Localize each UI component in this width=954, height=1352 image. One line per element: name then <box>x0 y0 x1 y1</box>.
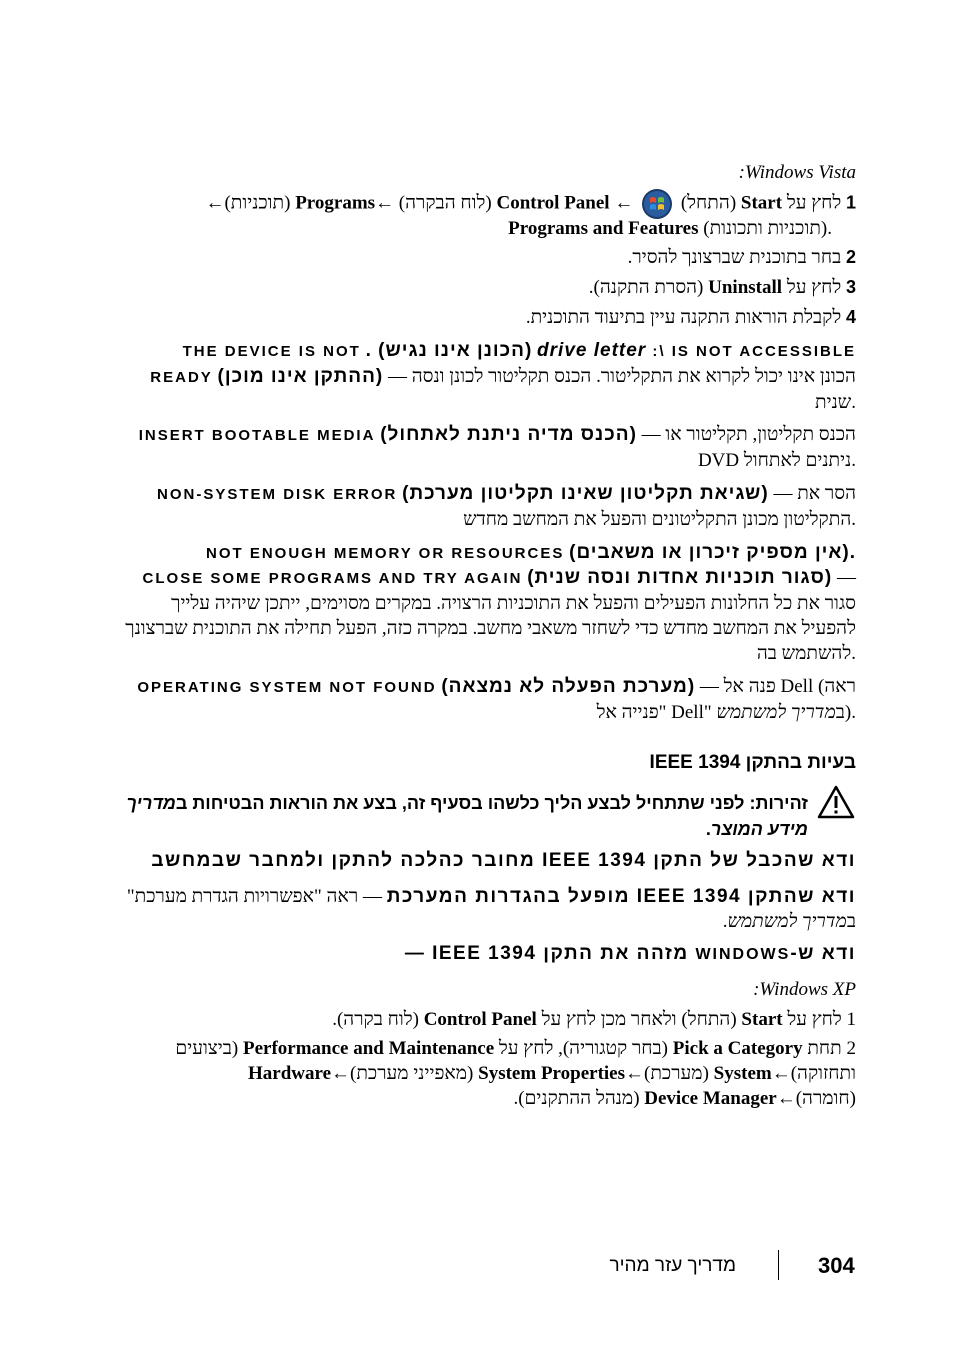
step-text: (בחר קטגוריה), לחץ על <box>494 1038 673 1059</box>
error-description: — הסר את התקליטון מכונן התקליטונים והפעל את המחשב מחדש. <box>463 483 856 530</box>
step-text: (מערכת) <box>644 1063 714 1084</box>
xp-step-1 <box>116 1007 856 1032</box>
xp-heading-text: :Windows XP <box>753 979 856 1000</box>
arrow-icon: ← <box>205 192 225 214</box>
step-text: (הסרת התקנה). <box>588 277 709 298</box>
warning-triangle-icon <box>816 784 856 820</box>
start-term: Start <box>740 192 783 214</box>
step-text: (התחל) ולאחר מכן לחץ על <box>536 1009 742 1030</box>
pick-category-term: Pick a Category <box>672 1038 803 1059</box>
step-number: 4 <box>845 307 856 327</box>
performance-term: Performance and Maintenance <box>243 1038 495 1059</box>
arrow-icon: ← <box>776 1088 796 1109</box>
error-device-not-ready-body <box>116 364 856 415</box>
step-number: 2 <box>846 1038 856 1059</box>
check-text: ודא שהכבל של התקן IEEE 1394 מחובר כהלכה להתקן ולמחבר שבמחשב <box>151 850 856 871</box>
step-text: (לוח בקרה). <box>332 1009 424 1030</box>
control-panel-term: Control Panel <box>496 192 615 214</box>
step-text: (חומרה) <box>795 1088 856 1109</box>
step-text: בחר בתוכנית שברצונך להסיר. <box>627 247 842 268</box>
arrow-icon: ← <box>771 1063 791 1084</box>
step-text: לחץ על <box>782 277 842 298</box>
step-text: לחץ על <box>782 1009 847 1030</box>
error-insert-bootable-media <box>116 422 856 473</box>
vista-step-1-cont <box>92 216 856 241</box>
error-description: — סגור את כל החלונות הפעילים והפעל את התוכניות הרצויה. במקרים מסוימים, ייתכן שיהיה עלייך להפעיל את המחשב מחדש כדי לשחזר משאבי מחשב. במקרה כזה, הפעל תחילה את התוכנית שברצונך להשתמש בה. <box>125 567 856 664</box>
step-text: (תוכניות ותכונות). <box>698 218 832 239</box>
vista-step-2 <box>116 245 856 270</box>
caution-label: זהירות: <box>749 793 808 813</box>
check-text: מזהה את התקן IEEE 1394 — <box>404 943 696 964</box>
system-term: System <box>713 1063 772 1084</box>
error-device-not-ready <box>116 338 856 364</box>
error-title-en: CLOSE SOME PROGRAMS AND TRY AGAIN <box>142 570 523 587</box>
error-title-en: INSERT BOOTABLE MEDIA <box>138 427 376 444</box>
error-description: — פנה אל Dell (ראה "פנייה אל Dell" ב <box>596 676 856 723</box>
page-number: 304 <box>818 1253 855 1278</box>
error-title-en: :\ IS NOT ACCESSIBLE <box>646 343 856 360</box>
step-text: (לוח הבקרה) <box>394 192 497 214</box>
arrow-icon: ← <box>375 192 395 214</box>
step-text: תחת <box>802 1038 847 1059</box>
step-text: (תוכניות) <box>224 192 296 214</box>
control-panel-term: Control Panel <box>423 1009 537 1030</box>
check-text: — ראה "אפשרויות הגדרת מערכת" ב <box>126 886 856 932</box>
error-description: — הכונן אינו יכול לקרוא את התקליטור. הכנס תקליטור לכונן ונסה שנית. <box>383 366 856 413</box>
error-title-en: THE DEVICE IS NOT <box>182 343 361 360</box>
vista-step-3 <box>116 275 856 300</box>
error-description: ). <box>844 702 856 723</box>
step-number: 3 <box>845 277 856 297</box>
error-title-he: (סגור תוכניות אחדות ונסה שנית) <box>527 567 833 588</box>
step-number: 2 <box>845 247 856 267</box>
step-text: (מנהל ההתקנים). <box>513 1088 645 1109</box>
ieee-check-enabled <box>116 884 856 934</box>
product-info-guide-ref: מדריך מידע המוצר <box>126 793 808 839</box>
start-term: Start <box>741 1009 783 1030</box>
programs-term: Programs <box>295 192 376 214</box>
hardware-term: Hardware <box>247 1063 332 1084</box>
vista-heading-text: :Windows Vista <box>738 162 856 183</box>
device-manager-term: Device Manager <box>644 1088 777 1109</box>
arrow-icon: ← <box>625 1063 645 1084</box>
error-not-enough-memory <box>116 540 856 566</box>
step-text: (התחל) <box>676 192 741 214</box>
drive-letter-term: drive letter <box>537 340 647 361</box>
programs-features-term: Programs and Features <box>508 218 699 239</box>
system-properties-term: System Properties <box>478 1063 626 1084</box>
vista-step-4 <box>116 305 856 330</box>
error-title-he: (שגיאת תקליטון שאינו תקליטון מערכת) <box>402 483 769 504</box>
ieee-check-windows <box>116 943 856 965</box>
vista-heading <box>116 160 856 185</box>
error-title-en: OPERATING SYSTEM NOT FOUND <box>137 679 437 696</box>
user-guide-ref: מדריך למשתמש <box>727 911 847 932</box>
uninstall-term: Uninstall <box>708 277 783 298</box>
step-number: 1 <box>846 1009 856 1030</box>
caution-note <box>116 790 808 842</box>
step-number: 1 <box>845 192 856 213</box>
error-os-not-found <box>116 674 856 725</box>
error-title-en: NOT ENOUGH MEMORY OR RESOURCES <box>206 545 565 562</box>
xp-heading <box>116 977 856 1002</box>
step-text: לחץ על <box>782 192 842 214</box>
ieee-section-title <box>116 752 856 774</box>
footer-title: מדריך עזר מהיר <box>609 1255 736 1276</box>
error-not-enough-memory-body <box>116 565 856 666</box>
footer-divider <box>778 1250 779 1280</box>
error-title-he: (ההתקן אינו מוכן) <box>217 366 384 387</box>
error-title-en: READY <box>150 369 213 386</box>
check-title: ודא שהתקן IEEE 1394 מופעל בהגדרות המערכת <box>386 886 856 907</box>
xp-step-2 <box>116 1036 856 1111</box>
check-text: . <box>722 911 728 932</box>
step-text: (ביצועים ותחזוקה) <box>175 1038 856 1084</box>
arrow-icon: ← <box>614 192 634 214</box>
error-title-he: (הכנס מדיה ניתנת לאתחול) <box>380 424 637 445</box>
error-title-he: . (הכונן אינו נגיש) <box>365 340 533 361</box>
error-title-he: (אין מספיק זיכרון או משאבים). <box>569 542 856 563</box>
ieee-check-cable <box>116 850 856 872</box>
step-text: (מאפייני מערכת) <box>350 1063 479 1084</box>
section-title-text: בעיות בהתקן IEEE 1394 <box>649 752 856 773</box>
check-text: ודא ש- <box>790 943 856 964</box>
caution-text: לפני שתתחיל לבצע הליך כלשהו בסעיף זה, בצע את הוראות הבטיחות ב <box>175 793 750 813</box>
step-text: לקבלת הוראות התקנה עיין בתיעוד התוכנית. <box>525 307 842 328</box>
arrow-icon: ← <box>331 1063 351 1084</box>
caution-text: . <box>705 819 711 839</box>
user-guide-ref: מדריך למשתמש <box>716 702 836 723</box>
error-description: — הכנס תקליטון, תקליטור או DVD ניתנים לאתחול. <box>636 424 856 471</box>
error-title-en: NON-SYSTEM DISK ERROR <box>157 486 398 503</box>
windows-term: WINDOWS <box>695 946 791 963</box>
error-non-system-disk <box>116 481 856 532</box>
error-title-he: (מערכת הפעלה לא נמצאה) <box>441 676 696 697</box>
